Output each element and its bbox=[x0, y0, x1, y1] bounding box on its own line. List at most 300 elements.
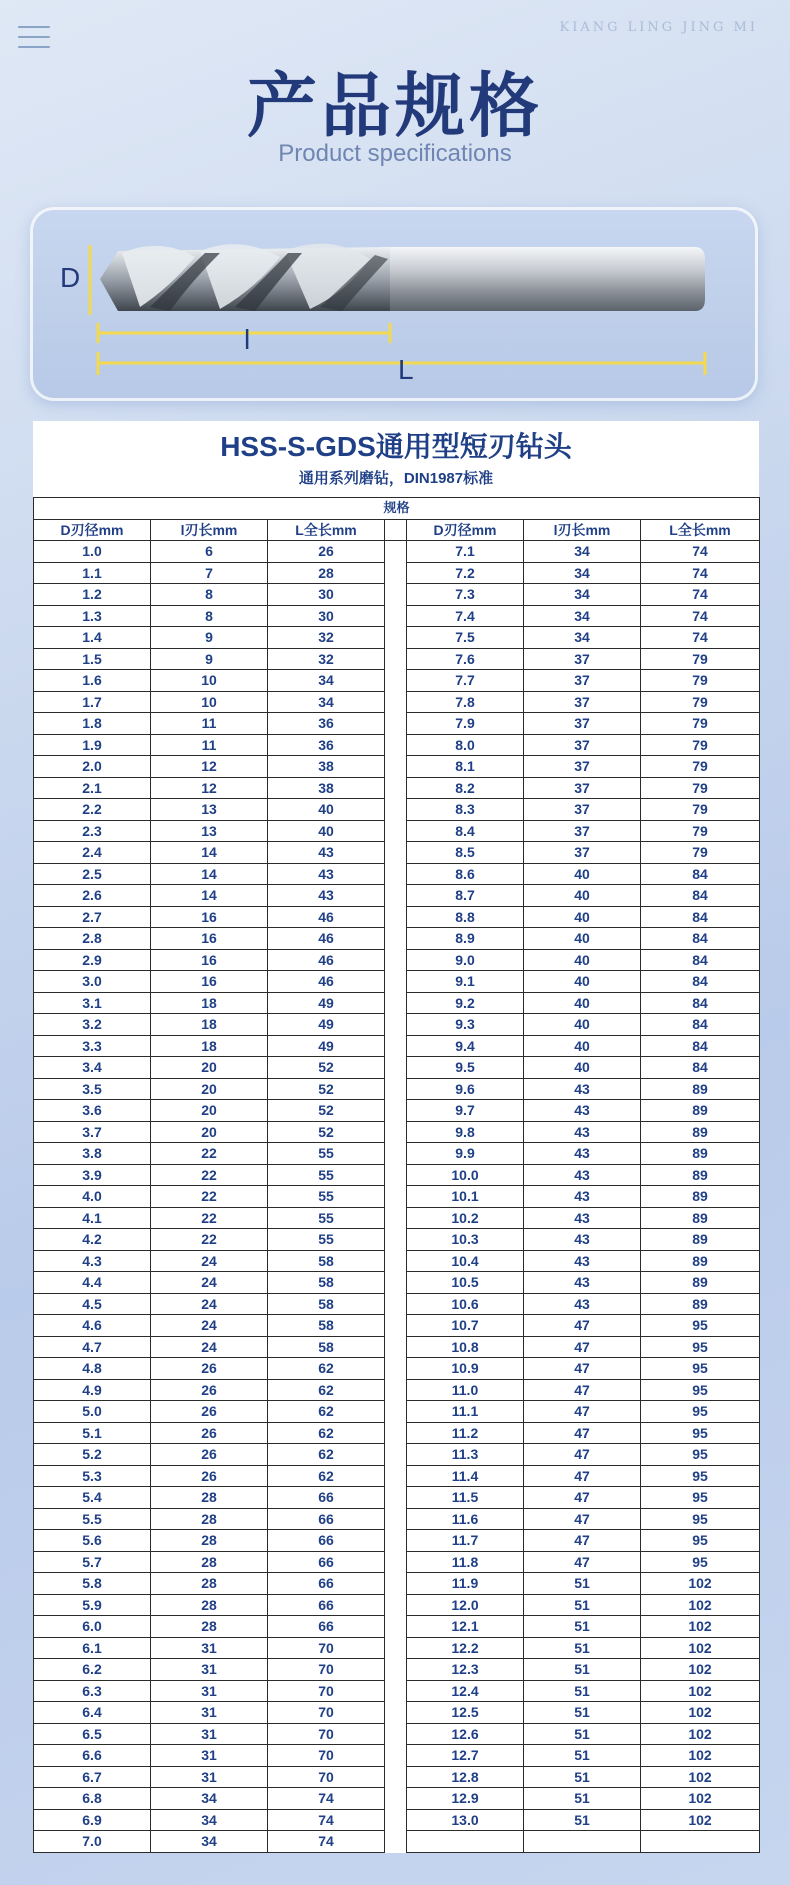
table-cell: 84 bbox=[641, 971, 760, 993]
table-cell: 36 bbox=[268, 734, 385, 756]
table-cell: 24 bbox=[151, 1272, 268, 1294]
table-cell: 62 bbox=[268, 1379, 385, 1401]
column-gap bbox=[385, 1637, 407, 1659]
table-cell: 12.2 bbox=[407, 1637, 524, 1659]
column-gap bbox=[385, 799, 407, 821]
table-cell: 74 bbox=[268, 1831, 385, 1853]
table-row bbox=[34, 734, 760, 756]
table-cell: 102 bbox=[641, 1573, 760, 1595]
table-cell: 20 bbox=[151, 1078, 268, 1100]
column-gap bbox=[385, 1078, 407, 1100]
table-cell: 1.7 bbox=[34, 691, 151, 713]
table-cell: 51 bbox=[524, 1594, 641, 1616]
table-cell: 62 bbox=[268, 1465, 385, 1487]
table-cell: 43 bbox=[524, 1293, 641, 1315]
table-row bbox=[34, 1680, 760, 1702]
table-cell: 102 bbox=[641, 1659, 760, 1681]
column-gap bbox=[385, 648, 407, 670]
table-cell: 28 bbox=[268, 562, 385, 584]
table-cell: 37 bbox=[524, 799, 641, 821]
table-cell: 74 bbox=[641, 605, 760, 627]
table-cell: 40 bbox=[524, 1057, 641, 1079]
table-cell: 10.6 bbox=[407, 1293, 524, 1315]
table-cell: 40 bbox=[524, 949, 641, 971]
column-gap bbox=[385, 949, 407, 971]
table-cell: 8.7 bbox=[407, 885, 524, 907]
column-gap bbox=[385, 1422, 407, 1444]
table-cell: 79 bbox=[641, 734, 760, 756]
table-cell: 5.2 bbox=[34, 1444, 151, 1466]
column-gap bbox=[385, 1594, 407, 1616]
table-cell: 7.6 bbox=[407, 648, 524, 670]
column-gap bbox=[385, 1809, 407, 1831]
table-cell: 62 bbox=[268, 1422, 385, 1444]
table-row bbox=[34, 928, 760, 950]
table-cell: 4.8 bbox=[34, 1358, 151, 1380]
table-cell: 84 bbox=[641, 906, 760, 928]
table-cell: 18 bbox=[151, 1035, 268, 1057]
table-cell: 102 bbox=[641, 1745, 760, 1767]
table-cell: 9.0 bbox=[407, 949, 524, 971]
table-cell: 3.0 bbox=[34, 971, 151, 993]
table-cell: 37 bbox=[524, 756, 641, 778]
table-caption: 规格 bbox=[34, 498, 760, 520]
table-row bbox=[34, 1057, 760, 1079]
table-cell: 7.0 bbox=[34, 1831, 151, 1853]
table-cell: 58 bbox=[268, 1293, 385, 1315]
table-cell: 10.0 bbox=[407, 1164, 524, 1186]
column-gap bbox=[385, 1121, 407, 1143]
column-gap bbox=[385, 1379, 407, 1401]
table-row bbox=[34, 670, 760, 692]
table-cell: 47 bbox=[524, 1487, 641, 1509]
table-row bbox=[34, 1379, 760, 1401]
table-cell: 2.2 bbox=[34, 799, 151, 821]
table-cell: 18 bbox=[151, 992, 268, 1014]
table-cell: 51 bbox=[524, 1766, 641, 1788]
table-cell: 46 bbox=[268, 949, 385, 971]
table-cell: 8.3 bbox=[407, 799, 524, 821]
table-cell: 4.6 bbox=[34, 1315, 151, 1337]
table-row bbox=[34, 1702, 760, 1724]
table-cell: 95 bbox=[641, 1336, 760, 1358]
column-gap bbox=[385, 906, 407, 928]
table-cell: 5.0 bbox=[34, 1401, 151, 1423]
table-cell bbox=[407, 1831, 524, 1853]
table-cell: 40 bbox=[524, 1014, 641, 1036]
column-gap bbox=[385, 1014, 407, 1036]
table-cell: 22 bbox=[151, 1164, 268, 1186]
table-row bbox=[34, 1616, 760, 1638]
column-gap bbox=[385, 1057, 407, 1079]
table-cell: 26 bbox=[268, 541, 385, 563]
table-cell: 28 bbox=[151, 1616, 268, 1638]
column-gap bbox=[385, 820, 407, 842]
table-cell: 70 bbox=[268, 1723, 385, 1745]
table-cell: 16 bbox=[151, 949, 268, 971]
brand-name: KIANG LING JING MI bbox=[559, 20, 758, 35]
table-cell: 51 bbox=[524, 1637, 641, 1659]
table-cell: 9.6 bbox=[407, 1078, 524, 1100]
table-cell: 34 bbox=[524, 584, 641, 606]
table-cell: 34 bbox=[524, 627, 641, 649]
label-L: L bbox=[398, 354, 414, 385]
table-cell: 3.5 bbox=[34, 1078, 151, 1100]
table-cell: 24 bbox=[151, 1250, 268, 1272]
column-gap bbox=[385, 713, 407, 735]
table-row bbox=[34, 1444, 760, 1466]
table-row bbox=[34, 1788, 760, 1810]
table-cell: 74 bbox=[641, 627, 760, 649]
table-cell: 31 bbox=[151, 1637, 268, 1659]
table-cell: 24 bbox=[151, 1315, 268, 1337]
column-gap bbox=[385, 971, 407, 993]
table-cell: 34 bbox=[151, 1809, 268, 1831]
table-cell: 89 bbox=[641, 1272, 760, 1294]
column-gap bbox=[385, 842, 407, 864]
table-cell: 102 bbox=[641, 1594, 760, 1616]
table-row bbox=[34, 1100, 760, 1122]
table-cell: 7.4 bbox=[407, 605, 524, 627]
table-cell: 58 bbox=[268, 1272, 385, 1294]
column-gap bbox=[385, 1487, 407, 1509]
col-header-flute-length: l刃长mm bbox=[524, 519, 641, 541]
table-cell: 2.0 bbox=[34, 756, 151, 778]
table-cell: 11.3 bbox=[407, 1444, 524, 1466]
table-row bbox=[34, 799, 760, 821]
table-cell: 12.3 bbox=[407, 1659, 524, 1681]
column-gap bbox=[385, 1250, 407, 1272]
table-cell: 10.8 bbox=[407, 1336, 524, 1358]
column-gap bbox=[385, 691, 407, 713]
table-cell: 55 bbox=[268, 1164, 385, 1186]
table-cell: 58 bbox=[268, 1336, 385, 1358]
column-gap bbox=[385, 1100, 407, 1122]
table-cell: 51 bbox=[524, 1702, 641, 1724]
table-row bbox=[34, 992, 760, 1014]
table-cell: 66 bbox=[268, 1530, 385, 1552]
table-cell: 70 bbox=[268, 1659, 385, 1681]
table-cell: 70 bbox=[268, 1637, 385, 1659]
table-cell: 40 bbox=[524, 992, 641, 1014]
table-cell: 9.2 bbox=[407, 992, 524, 1014]
table-cell: 37 bbox=[524, 820, 641, 842]
table-cell: 4.7 bbox=[34, 1336, 151, 1358]
table-row bbox=[34, 777, 760, 799]
table-cell: 47 bbox=[524, 1401, 641, 1423]
table-cell: 89 bbox=[641, 1100, 760, 1122]
table-cell: 89 bbox=[641, 1078, 760, 1100]
table-cell: 43 bbox=[524, 1078, 641, 1100]
table-cell: 79 bbox=[641, 756, 760, 778]
table-cell: 10 bbox=[151, 670, 268, 692]
table-row bbox=[34, 1164, 760, 1186]
table-cell: 102 bbox=[641, 1766, 760, 1788]
table-cell: 10 bbox=[151, 691, 268, 713]
table-cell: 11 bbox=[151, 713, 268, 735]
table-cell: 31 bbox=[151, 1680, 268, 1702]
table-cell: 84 bbox=[641, 863, 760, 885]
table-cell: 6 bbox=[151, 541, 268, 563]
table-cell: 8.5 bbox=[407, 842, 524, 864]
table-cell: 55 bbox=[268, 1207, 385, 1229]
spec-title: HSS-S-GDS通用型短刃钻头 bbox=[220, 431, 572, 462]
table-cell: 16 bbox=[151, 928, 268, 950]
table-cell: 46 bbox=[268, 971, 385, 993]
table-row bbox=[34, 541, 760, 563]
table-cell: 74 bbox=[268, 1788, 385, 1810]
table-cell: 95 bbox=[641, 1358, 760, 1380]
table-cell: 22 bbox=[151, 1186, 268, 1208]
table-cell: 26 bbox=[151, 1444, 268, 1466]
table-cell: 26 bbox=[151, 1422, 268, 1444]
table-cell: 16 bbox=[151, 906, 268, 928]
table-cell: 43 bbox=[524, 1164, 641, 1186]
table-cell: 47 bbox=[524, 1444, 641, 1466]
table-cell: 5.8 bbox=[34, 1573, 151, 1595]
table-cell: 11.9 bbox=[407, 1573, 524, 1595]
table-cell: 47 bbox=[524, 1315, 641, 1337]
column-gap bbox=[385, 992, 407, 1014]
col-header-overall-length: L全长mm bbox=[641, 519, 760, 541]
table-cell: 6.6 bbox=[34, 1745, 151, 1767]
table-cell: 2.5 bbox=[34, 863, 151, 885]
table-cell: 89 bbox=[641, 1143, 760, 1165]
table-cell: 22 bbox=[151, 1143, 268, 1165]
table-row bbox=[34, 1659, 760, 1681]
table-cell: 55 bbox=[268, 1186, 385, 1208]
table-cell: 62 bbox=[268, 1358, 385, 1380]
table-cell: 8.1 bbox=[407, 756, 524, 778]
table-row bbox=[34, 1573, 760, 1595]
column-gap bbox=[385, 928, 407, 950]
table-cell: 9.9 bbox=[407, 1143, 524, 1165]
table-cell: 47 bbox=[524, 1530, 641, 1552]
table-cell: 1.4 bbox=[34, 627, 151, 649]
table-cell: 47 bbox=[524, 1422, 641, 1444]
column-gap bbox=[385, 605, 407, 627]
table-cell: 6.8 bbox=[34, 1788, 151, 1810]
table-cell: 66 bbox=[268, 1487, 385, 1509]
column-gap bbox=[385, 541, 407, 563]
table-cell: 6.2 bbox=[34, 1659, 151, 1681]
table-cell: 31 bbox=[151, 1745, 268, 1767]
table-cell: 32 bbox=[268, 627, 385, 649]
table-cell: 47 bbox=[524, 1336, 641, 1358]
hamburger-menu-icon[interactable] bbox=[18, 26, 50, 52]
table-cell: 7 bbox=[151, 562, 268, 584]
label-l: l bbox=[244, 324, 251, 355]
table-cell: 13 bbox=[151, 799, 268, 821]
col-header-diameter: D刃径mm bbox=[407, 519, 524, 541]
table-cell: 5.9 bbox=[34, 1594, 151, 1616]
table-row bbox=[34, 627, 760, 649]
table-row bbox=[34, 1272, 760, 1294]
table-cell: 43 bbox=[524, 1229, 641, 1251]
table-cell: 12.0 bbox=[407, 1594, 524, 1616]
table-row bbox=[34, 1035, 760, 1057]
table-cell: 40 bbox=[524, 1035, 641, 1057]
table-cell: 4.1 bbox=[34, 1207, 151, 1229]
table-cell: 79 bbox=[641, 670, 760, 692]
table-cell: 8.8 bbox=[407, 906, 524, 928]
table-row bbox=[34, 1250, 760, 1272]
table-cell: 7.1 bbox=[407, 541, 524, 563]
column-gap bbox=[385, 1680, 407, 1702]
table-cell: 34 bbox=[151, 1788, 268, 1810]
table-cell: 89 bbox=[641, 1207, 760, 1229]
table-cell: 12.6 bbox=[407, 1723, 524, 1745]
column-gap bbox=[385, 1164, 407, 1186]
table-cell: 12 bbox=[151, 756, 268, 778]
table-cell: 43 bbox=[268, 863, 385, 885]
table-cell: 7.9 bbox=[407, 713, 524, 735]
table-cell: 70 bbox=[268, 1766, 385, 1788]
table-cell: 1.3 bbox=[34, 605, 151, 627]
table-cell: 30 bbox=[268, 584, 385, 606]
table-cell: 62 bbox=[268, 1444, 385, 1466]
table-cell bbox=[641, 1831, 760, 1853]
column-gap bbox=[385, 519, 407, 541]
table-cell: 79 bbox=[641, 777, 760, 799]
table-cell: 95 bbox=[641, 1379, 760, 1401]
table-cell: 6.4 bbox=[34, 1702, 151, 1724]
table-cell: 13 bbox=[151, 820, 268, 842]
table-cell: 34 bbox=[268, 691, 385, 713]
table-cell: 40 bbox=[524, 885, 641, 907]
table-cell: 8.9 bbox=[407, 928, 524, 950]
table-cell: 5.4 bbox=[34, 1487, 151, 1509]
table-cell: 70 bbox=[268, 1745, 385, 1767]
table-cell: 24 bbox=[151, 1293, 268, 1315]
table-cell: 28 bbox=[151, 1594, 268, 1616]
table-cell: 43 bbox=[524, 1100, 641, 1122]
column-gap bbox=[385, 1702, 407, 1724]
table-cell: 12.5 bbox=[407, 1702, 524, 1724]
table-cell: 10.1 bbox=[407, 1186, 524, 1208]
table-cell: 102 bbox=[641, 1616, 760, 1638]
column-gap bbox=[385, 627, 407, 649]
table-cell: 79 bbox=[641, 648, 760, 670]
table-cell: 95 bbox=[641, 1508, 760, 1530]
table-cell: 51 bbox=[524, 1723, 641, 1745]
column-gap bbox=[385, 1745, 407, 1767]
table-cell: 84 bbox=[641, 1057, 760, 1079]
table-row bbox=[34, 1229, 760, 1251]
table-cell: 62 bbox=[268, 1401, 385, 1423]
table-row bbox=[34, 1530, 760, 1552]
table-cell: 18 bbox=[151, 1014, 268, 1036]
table-row bbox=[34, 1315, 760, 1337]
table-cell: 3.1 bbox=[34, 992, 151, 1014]
spec-subtitle: 通用系列磨钻，DIN1987标准 bbox=[298, 470, 494, 487]
table-row bbox=[34, 1551, 760, 1573]
column-gap bbox=[385, 1229, 407, 1251]
table-cell: 89 bbox=[641, 1186, 760, 1208]
spec-card bbox=[33, 421, 759, 1853]
table-cell: 8.2 bbox=[407, 777, 524, 799]
table-row bbox=[34, 1207, 760, 1229]
table-cell: 28 bbox=[151, 1508, 268, 1530]
table-row bbox=[34, 1336, 760, 1358]
table-cell: 7.3 bbox=[407, 584, 524, 606]
table-cell: 43 bbox=[524, 1207, 641, 1229]
table-cell: 89 bbox=[641, 1250, 760, 1272]
table-cell: 1.2 bbox=[34, 584, 151, 606]
table-cell: 2.6 bbox=[34, 885, 151, 907]
table-cell: 11 bbox=[151, 734, 268, 756]
table-cell: 43 bbox=[524, 1143, 641, 1165]
table-cell: 8.0 bbox=[407, 734, 524, 756]
table-row bbox=[34, 971, 760, 993]
table-row bbox=[34, 1293, 760, 1315]
table-cell: 34 bbox=[524, 605, 641, 627]
table-cell: 47 bbox=[524, 1379, 641, 1401]
table-cell: 51 bbox=[524, 1659, 641, 1681]
table-cell: 37 bbox=[524, 648, 641, 670]
table-cell: 12.1 bbox=[407, 1616, 524, 1638]
table-cell: 37 bbox=[524, 713, 641, 735]
table-cell: 20 bbox=[151, 1057, 268, 1079]
table-row bbox=[34, 1745, 760, 1767]
spec-table bbox=[33, 497, 760, 1853]
table-cell: 10.5 bbox=[407, 1272, 524, 1294]
table-cell: 6.5 bbox=[34, 1723, 151, 1745]
table-row bbox=[34, 1487, 760, 1509]
table-cell: 5.5 bbox=[34, 1508, 151, 1530]
table-cell: 43 bbox=[524, 1272, 641, 1294]
table-cell: 2.4 bbox=[34, 842, 151, 864]
table-cell: 102 bbox=[641, 1723, 760, 1745]
table-cell: 20 bbox=[151, 1121, 268, 1143]
table-cell: 9.4 bbox=[407, 1035, 524, 1057]
label-D: D bbox=[60, 262, 81, 293]
table-cell: 1.5 bbox=[34, 648, 151, 670]
column-gap bbox=[385, 1207, 407, 1229]
table-row bbox=[34, 1831, 760, 1853]
column-gap bbox=[385, 562, 407, 584]
column-gap bbox=[385, 734, 407, 756]
table-cell: 10.9 bbox=[407, 1358, 524, 1380]
table-cell: 1.0 bbox=[34, 541, 151, 563]
table-cell: 102 bbox=[641, 1788, 760, 1810]
table-row bbox=[34, 1422, 760, 1444]
col-header-diameter: D刃径mm bbox=[34, 519, 151, 541]
table-cell: 5.1 bbox=[34, 1422, 151, 1444]
column-gap bbox=[385, 1766, 407, 1788]
table-cell: 9.8 bbox=[407, 1121, 524, 1143]
table-cell: 8.6 bbox=[407, 863, 524, 885]
table-cell: 37 bbox=[524, 734, 641, 756]
table-cell: 66 bbox=[268, 1551, 385, 1573]
column-gap bbox=[385, 1659, 407, 1681]
column-gap bbox=[385, 670, 407, 692]
table-cell: 40 bbox=[524, 971, 641, 993]
table-cell: 32 bbox=[268, 648, 385, 670]
table-cell: 30 bbox=[268, 605, 385, 627]
table-cell: 84 bbox=[641, 1035, 760, 1057]
col-header-flute-length: l刃长mm bbox=[151, 519, 268, 541]
column-gap bbox=[385, 1551, 407, 1573]
table-cell: 43 bbox=[524, 1121, 641, 1143]
table-cell: 2.7 bbox=[34, 906, 151, 928]
table-cell: 7.8 bbox=[407, 691, 524, 713]
table-cell: 47 bbox=[524, 1551, 641, 1573]
drill-shank bbox=[380, 247, 705, 311]
table-cell: 6.7 bbox=[34, 1766, 151, 1788]
table-row bbox=[34, 1508, 760, 1530]
column-gap bbox=[385, 1401, 407, 1423]
